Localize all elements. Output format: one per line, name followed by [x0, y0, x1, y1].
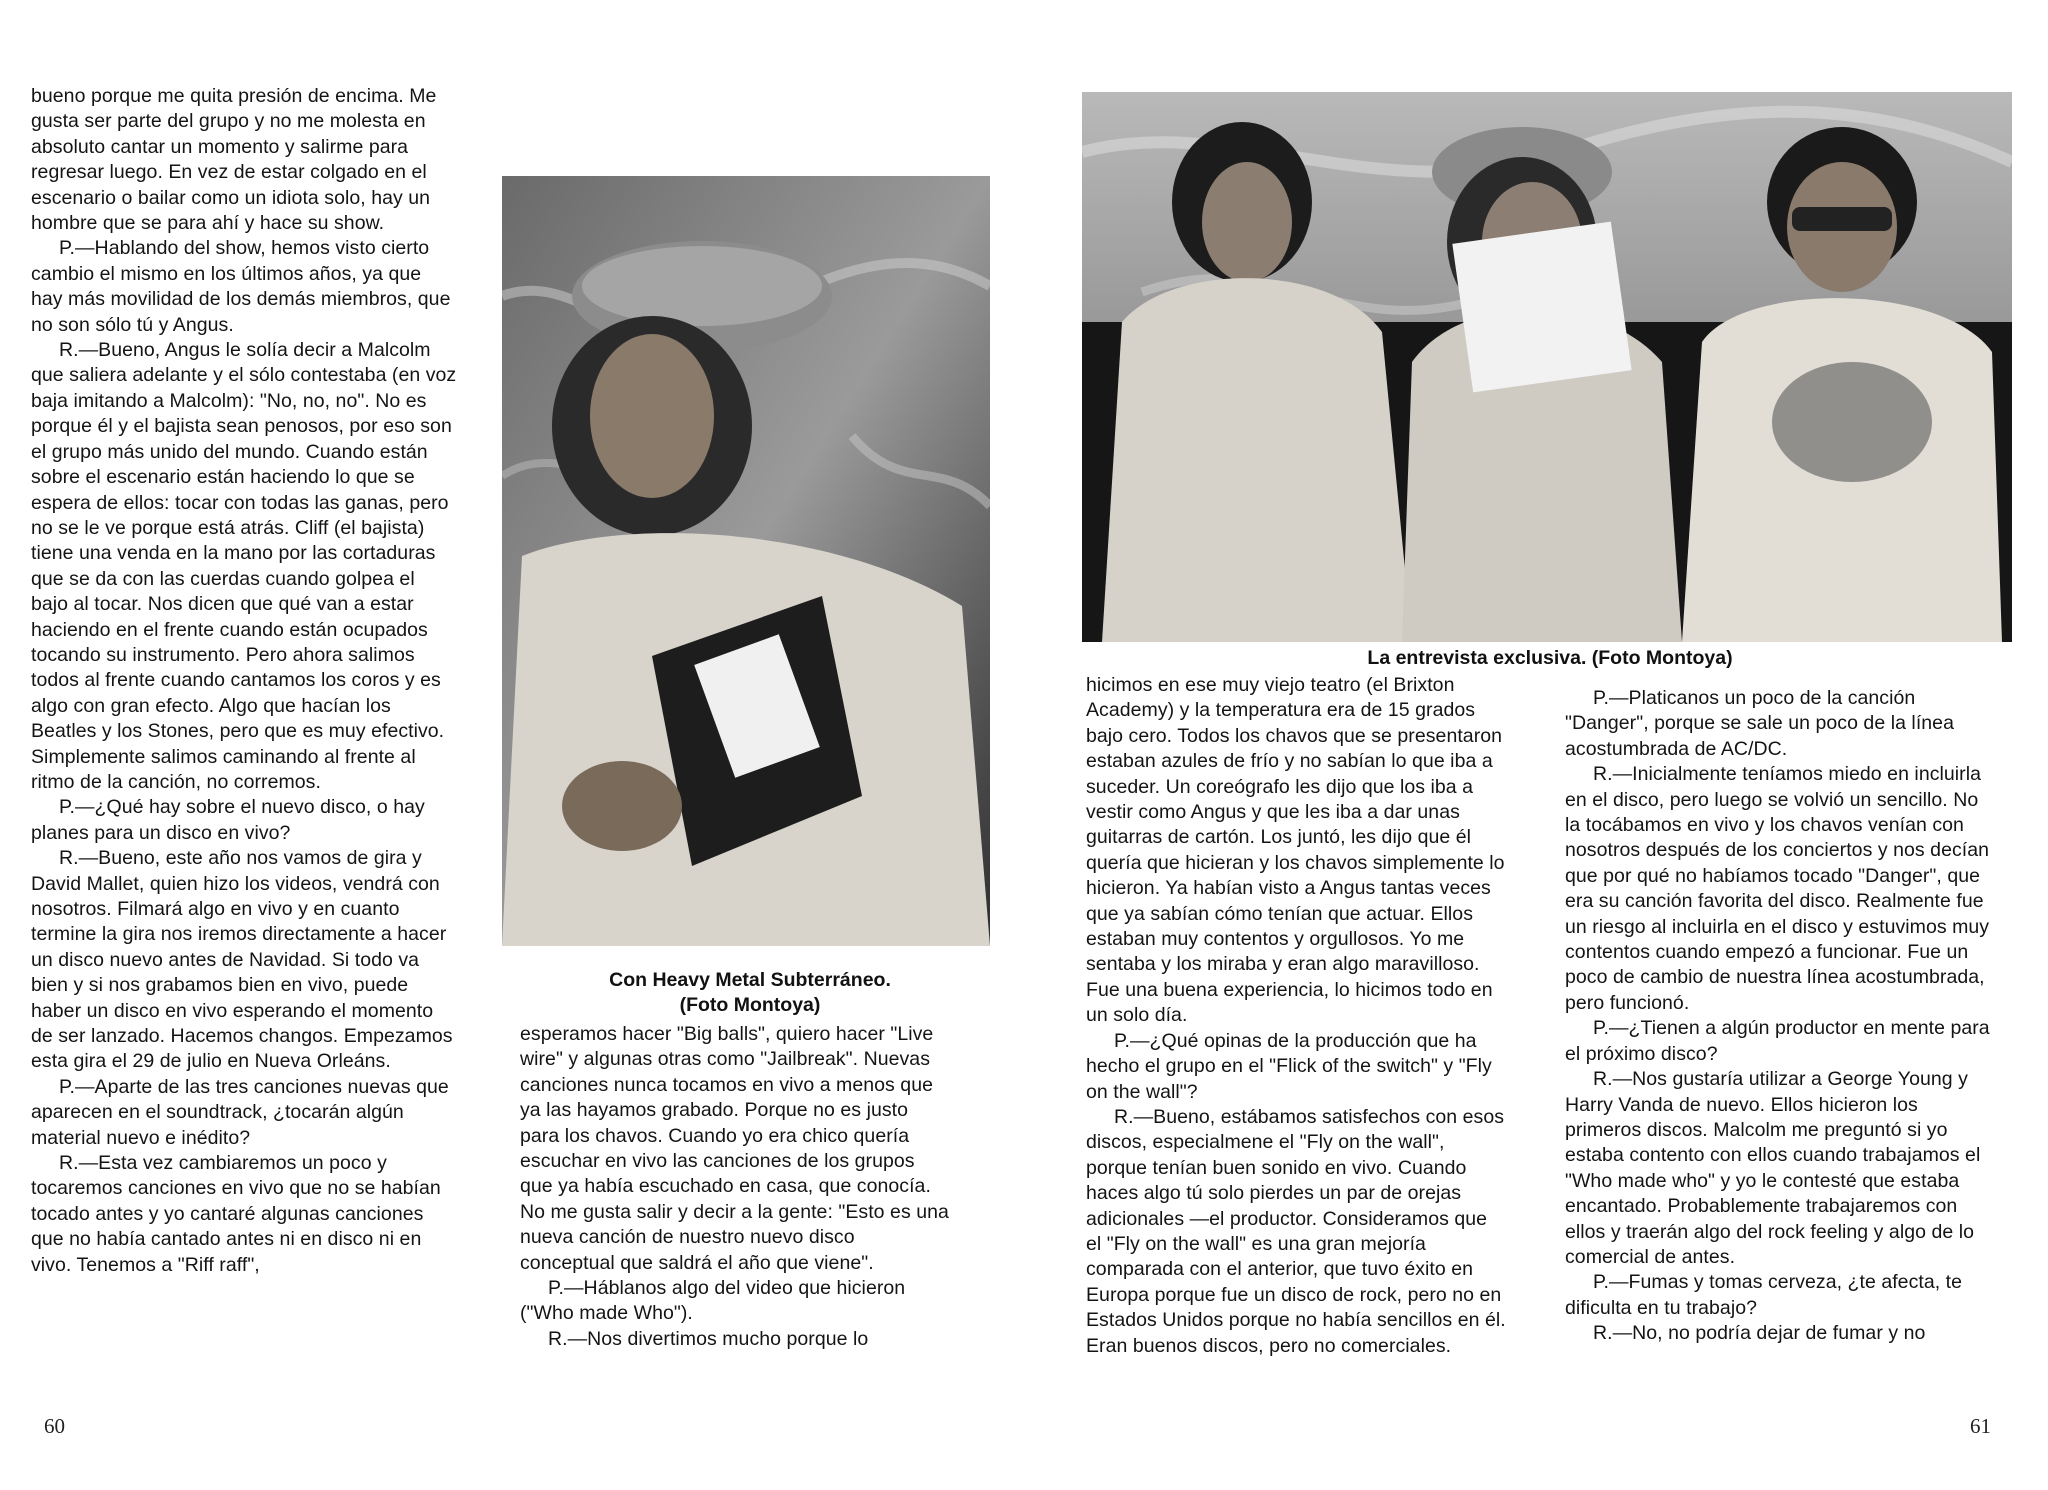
page-number-left: 60: [44, 1414, 65, 1438]
paragraph: P.—¿Tienen a algún productor en mente para el próximo disco?: [1565, 1017, 1990, 1065]
left-column-2: [520, 1022, 950, 1352]
right-column-1: [1086, 673, 1506, 1359]
paragraph: R.—Esta vez cambiaremos un poco y tocaremos canciones en vivo que no se habían tocado antes y yo cantaré algunas canciones que no había cantado antes ni en disco ni en vivo. Tenemos a "Riff raff",: [31, 1152, 441, 1276]
paragraph: P.—Háblanos algo del video que hicieron ("Who made Who").: [520, 1277, 906, 1325]
photo-band-interview: [1082, 92, 2012, 642]
paragraph: R.—Inicialmente teníamos miedo en incluirla en el disco, pero luego se volvió un sencillo. No la tocábamos en vivo y los chavos venían con nosotros después de los conciertos y nos decían que por qué no habíamos tocado "Danger", que era su canción favorita del disco. Realmente fue un riesgo al incluirla en el disco y estuvimos muy contentos cuando empezó a funcionar. Fue un poco de cambio de nuestra línea acostumbrada, pero funcionó.: [1565, 763, 1990, 1014]
paragraph: P.—Aparte de las tres canciones nuevas que aparecen en el soundtrack, ¿tocarán algún material nuevo e inédito?: [31, 1075, 449, 1149]
photo-caption-left: [540, 968, 960, 1018]
paragraph: bueno porque me quita presión de encima. Me gusta ser parte del grupo y no me molesta en absoluto cantar un momento y salirme para regresar luego. En vez de estar colgado en el escenario o bailar como un idiota solo, hay un hombre que se para ahí y hace su show.: [31, 85, 437, 235]
photo-singer-with-magazine: [502, 176, 990, 946]
paragraph: R.—Nos gustaría utilizar a George Young y Harry Vanda de nuevo. Ellos hicieron los primeros discos. Malcolm me preguntó si yo estaba contento con ellos cuando trabajamos el "Who made who" y yo le contesté que estaba encantado. Probablemente trabajaremos con ellos y traerán algo del rock feeling y algo de lo comercial de antes.: [1565, 1068, 1981, 1268]
paragraph: P.—¿Qué hay sobre el nuevo disco, o hay planes para un disco en vivo?: [31, 796, 425, 844]
paragraph: R.—Bueno, este año nos vamos de gira y David Mallet, quien hizo los videos, vendrá con nosotros. Filmará algo en vivo y en cuanto termine la gira nos iremos directamente a hacer un disco nuevo antes de Navidad. Si todo va bien y si nos grabamos bien en vivo, puede haber un disco en vivo esperando el momento de ser lanzado. Hacemos changos. Empezamos esta gira el 29 de julio en Nueva Orleáns.: [31, 847, 453, 1073]
paragraph: P.—Platicanos un poco de la canción "Danger", porque se sale un poco de la línea acostumbrada de AC/DC.: [1565, 687, 1954, 760]
page-number-right: 61: [1970, 1414, 1991, 1438]
photo-caption-right: La entrevista exclusiva. (Foto Montoya): [1367, 647, 1733, 669]
paragraph: P.—Hablando del show, hemos visto cierto cambio el mismo en los últimos años, ya que hay más movilidad de los demás miembros, que no son sólo tú y Angus.: [31, 237, 451, 336]
right-column-2: [1565, 686, 1991, 1347]
paragraph: P.—¿Qué opinas de la producción que ha hecho el grupo en el "Flick of the switch" y "Fly on the wall"?: [1086, 1029, 1492, 1103]
paragraph: R.—Nos divertimos mucho porque lo: [548, 1327, 869, 1350]
paragraph: hicimos en ese muy viejo teatro (el Brixton Academy) y la temperatura era de 15 grados bajo cero. Todos los chavos que se presentaron estaban azules de frío y no sabían lo que iba a suceder. Un coreógrafo les dijo que los iba a vestir como Angus y que les iba a dar unas guitarras de cartón. Los juntó, les dijo que él quería que hicieran y los chavos simplemente lo hicieron. Ya habían visto a Angus tantas veces que ya sabían cómo tenían que actuar. Ellos estaban muy contentos y orgullosos. Yo me sentaba y los miraba y eran algo maravilloso. Fue una buena experiencia, lo hicimos todo en un solo día.: [1086, 674, 1505, 1027]
caption-line: (Foto Montoya): [679, 994, 821, 1016]
paragraph: esperamos hacer "Big balls", quiero hacer "Live wire" y algunas otras como "Jailbreak". Nuevas canciones nunca tocamos en vivo a menos que ya las hayamos grabado. Porque no es justo para los chavos. Cuando yo era chico quería escuchar en vivo las canciones de los grupos que ya había escuchado en casa, que conocía. No me gusta salir y decir a la gente: "Esto es una nueva canción de nuestro nuevo disco conceptual que saldrá el año que viene".: [520, 1023, 949, 1274]
paragraph: R.—Bueno, estábamos satisfechos con esos discos, especialmene el "Fly on the wall", porque tenían buen sonido en vivo. Cuando haces algo tú solo pierdes un par de orejas adicionales —el productor. Consideramos que el "Fly on the wall" es una gran mejoría comparada con el anterior, que tuvo éxito en Europa porque fue un disco de rock, pero no en Estados Unidos porque no había sencillos en él. Eran buenos discos, pero no comerciales.: [1086, 1105, 1506, 1357]
caption-line: Con Heavy Metal Subterráneo.: [609, 969, 891, 991]
left-column-1: [31, 84, 457, 1278]
paragraph: R.—No, no podría dejar de fumar y no: [1593, 1322, 1926, 1345]
paragraph: P.—Fumas y tomas cerveza, ¿te afecta, te dificulta en tu trabajo?: [1565, 1271, 1963, 1319]
paragraph: R.—Bueno, Angus le solía decir a Malcolm que saliera adelante y el sólo contestaba (en voz baja imitando a Malcolm): "No, no, no". No es porque él y el bajista sean penosos, por eso son el grupo más unido del mundo. Cuando están sobre el escenario están haciendo lo que se espera de ellos: tocar con todas las ganas, pero no se le ve porque está atrás. Cliff (el bajista) tiene una venda en la mano por las cortaduras que se da con las cuerdas cuando golpea el bajo al tocar. Nos dicen que qué van a estar haciendo en el frente cuando están ocupados tocando su instrumento. Pero ahora salimos todos al frente cuando cantamos los coros y es algo con gran efecto. Algo que hacían los Beatles y los Stones, pero que es muy efectivo. Simplemente salimos caminando al frente al ritmo de la canción, no corremos.: [31, 339, 457, 793]
